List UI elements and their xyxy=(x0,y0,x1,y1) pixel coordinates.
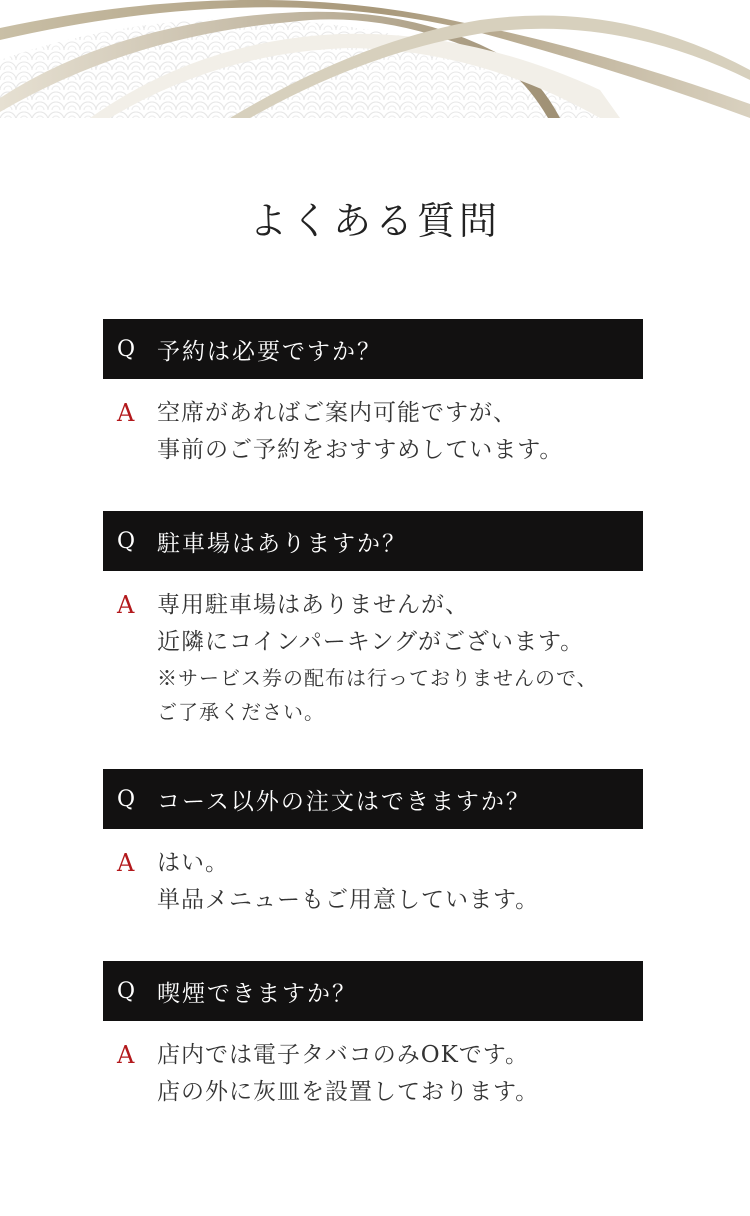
answer-line: 単品メニューもご用意しています。 xyxy=(157,887,540,913)
answer-note: ※サービス券の配布は行っておりませんので、 xyxy=(157,666,598,690)
answer-line: 近隣にコインパーキングがございます。 xyxy=(157,629,585,655)
answer-body xyxy=(157,845,539,919)
answer-mark-label: A xyxy=(117,1041,135,1069)
question-bar xyxy=(103,511,643,571)
question-mark-label: Q xyxy=(117,336,138,362)
question-text: コース以外の注文はできますか？ xyxy=(157,788,531,815)
answer-mark-label: A xyxy=(117,591,135,619)
answer xyxy=(103,379,643,469)
answer-line: 専用駐車場はありませんが、 xyxy=(157,592,469,618)
question-bar xyxy=(103,961,643,1021)
answer xyxy=(103,1021,643,1111)
answer-mark-label: A xyxy=(117,399,135,427)
faq-item xyxy=(103,769,643,919)
question-bar xyxy=(103,769,643,829)
answer-body xyxy=(157,1037,539,1111)
faq-item xyxy=(103,319,643,469)
answer xyxy=(103,571,643,729)
top-wave-decoration xyxy=(0,0,750,118)
faq-list xyxy=(103,319,643,1111)
answer-body xyxy=(157,587,598,729)
question-mark-label: Q xyxy=(117,978,138,1004)
question-text: 駐車場はありますか？ xyxy=(157,530,407,557)
answer xyxy=(103,829,643,919)
question-text: 予約は必要ですか？ xyxy=(157,338,382,365)
question-bar xyxy=(103,319,643,379)
question-mark-label: Q xyxy=(117,528,138,554)
question-text: 喫煙できますか？ xyxy=(157,980,357,1007)
faq-item xyxy=(103,511,643,729)
answer-line: 事前のご予約をおすすめしています。 xyxy=(157,437,564,463)
faq-item xyxy=(103,961,643,1111)
answer-line: はい。 xyxy=(157,850,229,876)
answer-note: ご了承ください。 xyxy=(157,700,325,724)
answer-body xyxy=(157,395,563,469)
page-title: よくある質問 xyxy=(248,199,501,243)
answer-line: 空席があればご案内可能ですが、 xyxy=(157,400,517,426)
answer-line: 店の外に灰皿を設置しております。 xyxy=(157,1079,540,1105)
answer-line: 店内では電子タバコのみOKです。 xyxy=(157,1042,529,1068)
answer-mark-label: A xyxy=(117,849,135,877)
question-mark-label: Q xyxy=(117,786,138,812)
